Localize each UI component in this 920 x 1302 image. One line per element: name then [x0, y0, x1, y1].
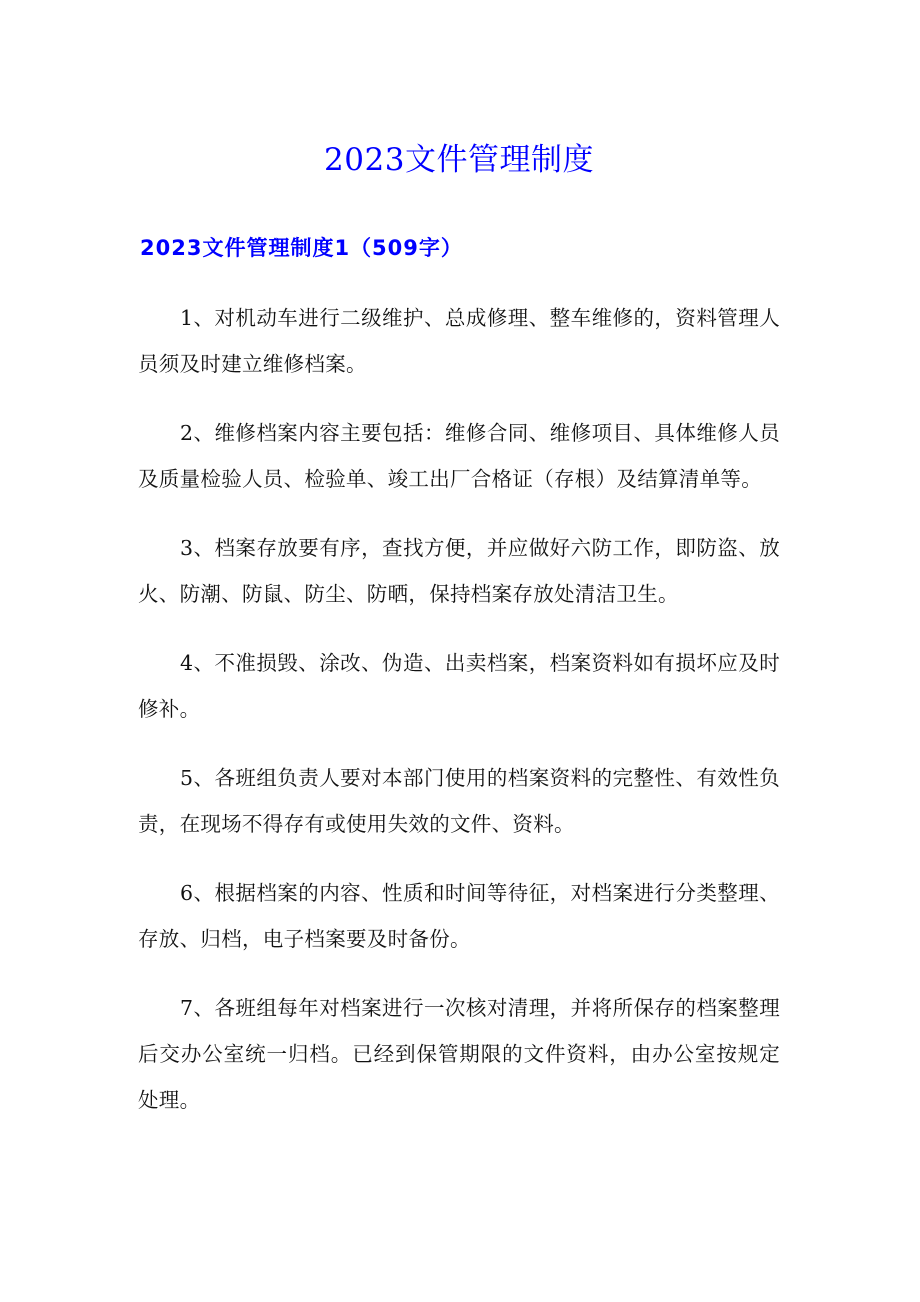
paragraph-item-4: 4、不准损毁、涂改、伪造、出卖档案，档案资料如有损坏应及时修补。 — [138, 651, 780, 721]
paragraph-item-1: 1、对机动车进行二级维护、总成修理、整车维修的，资料管理人员须及时建立维修档案。 — [138, 306, 780, 376]
paragraph-item-3: 3、档案存放要有序，查找方便，并应做好六防工作，即防盗、放火、防潮、防鼠、防尘、防晒，保持档案存放处清洁卫生。 — [138, 536, 780, 606]
paragraph-item-2: 2、维修档案内容主要包括：维修合同、维修项目、具体维修人员及质量检验人员、检验单、竣工出厂合格证（存根）及结算清单等。 — [138, 421, 780, 491]
document-title: 2023文件管理制度 — [324, 142, 594, 178]
paragraph-item-5: 5、各班组负责人要对本部门使用的档案资料的完整性、有效性负责，在现场不得存有或使用失效的文件、资料。 — [138, 766, 780, 836]
paragraph-item-6: 6、根据档案的内容、性质和时间等待征，对档案进行分类整理、存放、归档，电子档案要及时备份。 — [138, 881, 780, 951]
section-heading: 2023文件管理制度1（509字） — [140, 236, 463, 260]
paragraph-item-7: 7、各班组每年对档案进行一次核对清理，并将所保存的档案整理后交办公室统一归档。已经到保管期限的文件资料，由办公室按规定处理。 — [138, 996, 780, 1112]
